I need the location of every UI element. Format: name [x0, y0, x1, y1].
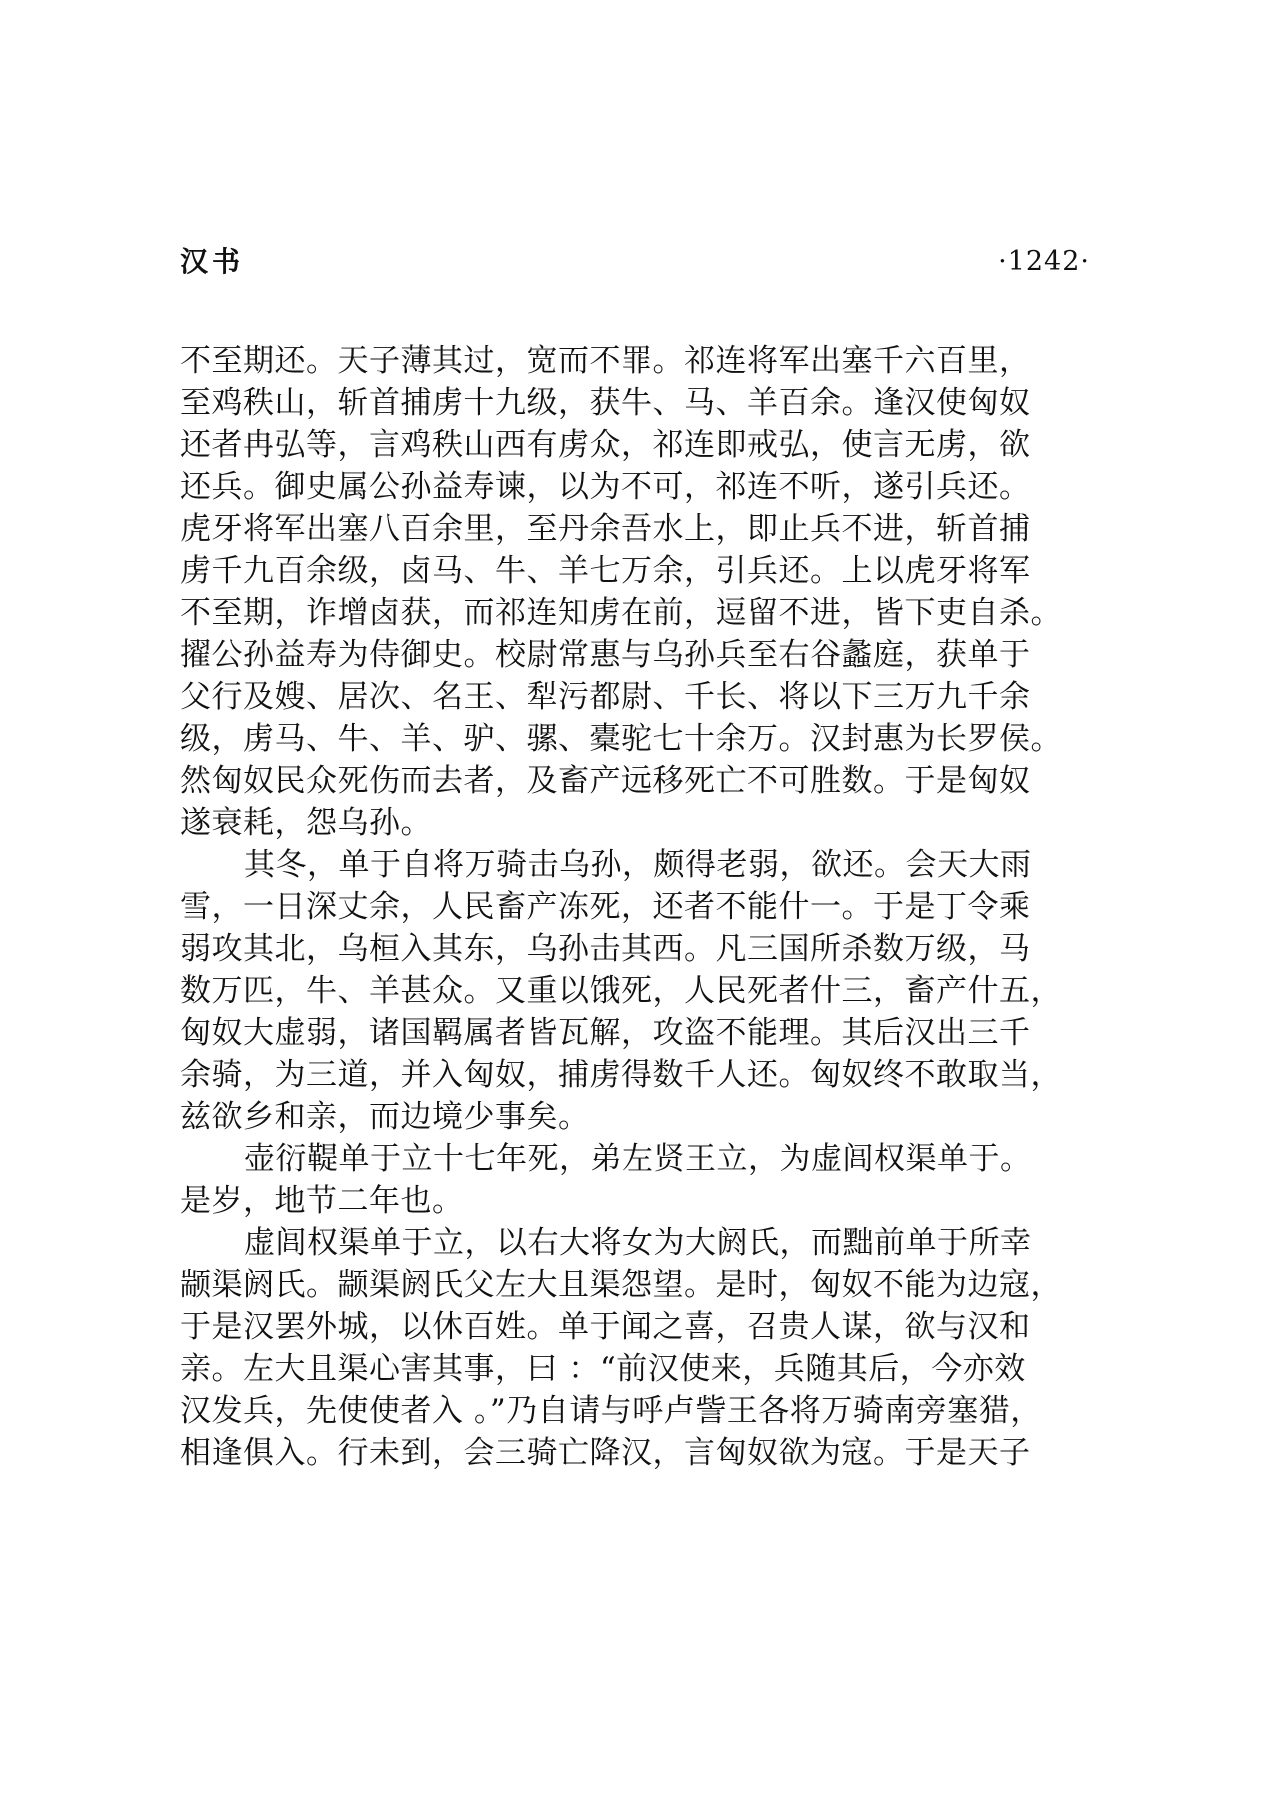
page-header	[180, 242, 1090, 282]
text-line: 还兵。御史属公孙益寿谏，以为不可，祁连不听，遂引兵还。	[180, 469, 1031, 505]
text-line: 还者冉弘等，言鸡秩山西有虏众，祁连即戒弘，使言无虏，欲	[180, 427, 1031, 463]
text-line: 父行及嫂、居次、名王、犁污都尉、千长、将以下三万九千余	[180, 679, 1031, 715]
text-line: 是岁，地节二年也。	[180, 1183, 464, 1219]
text-line: 余骑，为三道，并入匈奴，捕虏得数千人还。匈奴终不敢取当，	[180, 1057, 1062, 1093]
text-line: 然匈奴民众死伤而去者，及畜产远移死亡不可胜数。于是匈奴	[180, 763, 1031, 799]
text-line: 雪，一日深丈余，人民畜产冻死，还者不能什一。于是丁令乘	[180, 889, 1031, 925]
book-title: 汉书	[180, 245, 245, 278]
text-line: 级，虏马、牛、羊、驴、骡、橐驼七十余万。汉封惠为长罗侯。	[180, 721, 1062, 757]
text-line: 汉发兵，先使使者入 。”乃自请与呼卢訾王各将万骑南旁塞猎，	[180, 1393, 1042, 1429]
text-line: 不至期，诈增卤获，而祁连知虏在前，逗留不进，皆下吏自杀。	[180, 595, 1062, 631]
text-line: 颛渠阏氏。颛渠阏氏父左大且渠怨望。是时，匈奴不能为边寇，	[180, 1267, 1062, 1303]
text-line: 壶衍鞮单于立十七年死，弟左贤王立，为虚闾权渠单于。	[244, 1141, 1032, 1177]
text-line: 擢公孙益寿为侍御史。校尉常惠与乌孙兵至右谷蠡庭，获单于	[180, 637, 1031, 673]
text-line: 数万匹，牛、羊甚众。又重以饿死，人民死者什三，畜产什五，	[180, 973, 1062, 1009]
text-line: 虚闾权渠单于立，以右大将女为大阏氏，而黜前单于所幸	[244, 1225, 1032, 1261]
text-line: 相逢俱入。行未到，会三骑亡降汉，言匈奴欲为寇。于是天子	[180, 1435, 1031, 1471]
text-line: 虎牙将军出塞八百余里，至丹余吾水上，即止兵不进，斩首捕	[180, 511, 1031, 547]
text-line: 于是汉罢外城，以休百姓。单于闻之喜，召贵人谋，欲与汉和	[180, 1309, 1031, 1345]
text-line: 弱攻其北，乌桓入其东，乌孙击其西。凡三国所杀数万级，马	[180, 931, 1031, 967]
text-line: 匈奴大虚弱，诸国羁属者皆瓦解，攻盗不能理。其后汉出三千	[180, 1015, 1031, 1051]
text-line: 遂衰耗，怨乌孙。	[180, 805, 432, 841]
page-number: ·1242·	[998, 246, 1090, 277]
text-line: 兹欲乡和亲，而边境少事矣。	[180, 1099, 590, 1135]
text-line: 亲。左大且渠心害其事，曰 ：“前汉使来，兵随其后，今亦效	[180, 1351, 1026, 1387]
text-line: 至鸡秩山，斩首捕虏十九级，获牛、马、羊百余。逢汉使匈奴	[180, 385, 1031, 421]
body-text	[180, 340, 1090, 1474]
text-line: 其冬，单于自将万骑击乌孙，颇得老弱，欲还。会天大雨	[244, 847, 1032, 883]
text-line: 虏千九百余级，卤马、牛、羊七万余，引兵还。上以虎牙将军	[180, 553, 1031, 589]
text-line: 不至期还。天子薄其过，宽而不罪。祁连将军出塞千六百里，	[180, 343, 1031, 379]
